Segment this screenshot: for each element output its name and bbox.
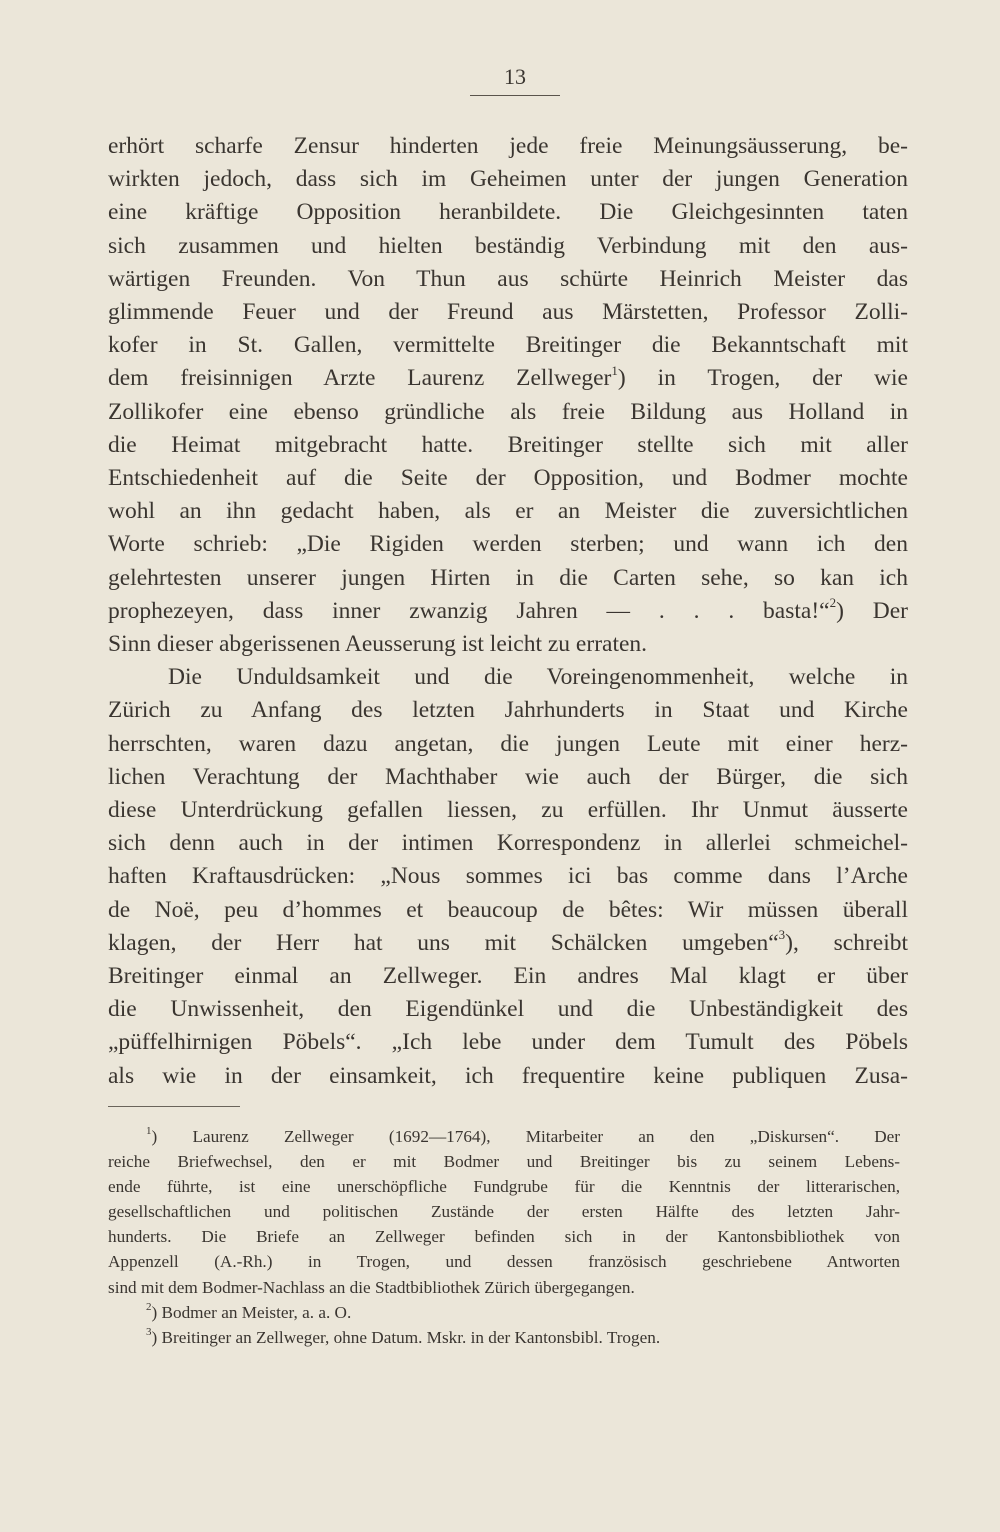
footnote-number: 3 [146,1326,152,1339]
footnote-line: reiche Briefwechsel, den er mit Bodmer und Breitinger bis zu seinem Lebens- [108,1152,900,1172]
text-line: als wie in der einsamkeit, ich frequentire keine publiquen Zusa- [108,1062,908,1089]
text-line: lichen Verachtung der Machthaber wie auch der Bürger, die sich [108,763,908,790]
text-line: Sinn dieser abgerissenen Aeusserung ist leicht zu erraten. [108,631,648,658]
text-line: Die Unduldsamkeit und die Voreingenommenheit, welche in [168,664,908,691]
footnote-number: 2 [146,1300,152,1313]
footnote-text: ) Laurenz Zellweger (1692—1764), Mitarbeiter an den „Diskursen“. Der [151,1127,900,1146]
footnote-rule [108,1106,240,1107]
footnote-line [108,1124,900,1149]
text-line: „püffelhirnigen Pöbels“. „Ich lebe under dem Tumult des Pöbels [108,1029,908,1056]
text-line-part: klagen, der Herr hat uns mit Schälcken umgeben“ [108,929,779,956]
text-line: kofer in St. Gallen, vermittelte Breitinger die Bekanntschaft mit [108,332,908,359]
text-line: sich denn auch in der intimen Korrespondenz in allerlei schmeichel- [108,830,908,857]
footnote-line [108,1300,900,1325]
footnote-line: Appenzell (A.-Rh.) in Trogen, und dessen französisch geschriebene Antworten [108,1252,900,1272]
text-line: wärtigen Freunden. Von Thun aus schürte Heinrich Meister das [108,265,908,292]
text-line [108,595,908,628]
text-line: Zollikofer eine ebenso gründliche als freie Bildung aus Holland in [108,398,908,425]
footnote-line: gesellschaftlichen und politischen Zustände der ersten Hälfte des letzten Jahr- [108,1202,900,1222]
text-line: Worte schrieb: „Die Rigiden werden sterben; und wann ich den [108,531,908,558]
text-line: wohl an ihn gedacht haben, als er an Meister die zuversichtlichen [108,498,908,525]
footnote-marker: 3 [778,927,786,943]
text-line: erhört scharfe Zensur hinderten jede freie Meinungsäusserung, be- [108,133,908,159]
text-line: de Noë, peu d’hommes et beaucoup de bêtes: Wir müssen überall [108,896,908,923]
text-line-part: ), schreibt [785,929,908,956]
text-line: die Heimat mitgebracht hatte. Breitinger stellte sich mit aller [108,431,908,458]
text-line-part: dem freisinnigen Arzte Laurenz Zellweger [108,365,612,392]
page-number: 13 [504,64,526,89]
page-number-rule [470,95,560,96]
text-line: wirkten jedoch, dass sich im Geheimen unter der jungen Generation [108,166,908,193]
body-text [108,130,908,1093]
text-line-part: ) Der [836,597,908,624]
text-line: Entschiedenheit auf die Seite der Opposition, und Bodmer mochte [108,465,908,492]
text-line: sich zusammen und hielten beständig Verbindung mit den aus- [108,232,908,259]
text-line: haften Kraftausdrücken: „Nous sommes ici bas comme dans l’Arche [108,863,908,890]
footnote-text: ) Breitinger an Zellweger, ohne Datum. Mskr. in der Kantonsbibl. Trogen. [151,1327,661,1347]
text-line: diese Unterdrückung gefallen liessen, zu erfüllen. Ihr Unmut äusserte [108,797,908,824]
text-line: Breitinger einmal an Zellweger. Ein andres Mal klagt er über [108,963,908,990]
footnote-line: hunderts. Die Briefe an Zellweger befinden sich in der Kantonsbibliothek von [108,1227,900,1247]
footnotes [108,1124,900,1350]
text-line: Zürich zu Anfang des letzten Jahrhunderts in Staat und Kirche [108,697,908,724]
footnote-line: sind mit dem Bodmer-Nachlass an die Stadtbibliothek Zürich übergegangen. [108,1277,635,1297]
text-line [108,927,908,960]
footnote-text: ) Bodmer an Meister, a. a. O. [151,1302,352,1322]
text-line: glimmende Feuer und der Freund aus Märstetten, Professor Zolli- [108,299,908,326]
text-line-part: ) in Trogen, der wie [617,365,908,392]
footnote-marker: 1 [611,362,618,378]
footnote-line: ende führte, ist eine unerschöpfliche Fundgrube für die Kenntnis der litterarischen, [108,1177,900,1197]
footnote-marker: 2 [829,595,837,611]
text-line-part: prophezeyen, dass inner zwanzig Jahren — . . . basta!“ [108,597,830,624]
text-line: die Unwissenheit, den Eigendünkel und die Unbeständigkeit des [108,996,908,1023]
footnote-line [108,1325,900,1350]
text-line [108,362,908,395]
text-line: herrschten, waren dazu angetan, die jungen Leute mit einer herz- [108,730,908,757]
text-line: gelehrtesten unserer jungen Hirten in die Carten sehe, so kan ich [108,564,908,591]
text-line: eine kräftige Opposition heranbildete. Die Gleichgesinnten taten [108,199,908,226]
footnote-number: 1 [146,1125,152,1138]
